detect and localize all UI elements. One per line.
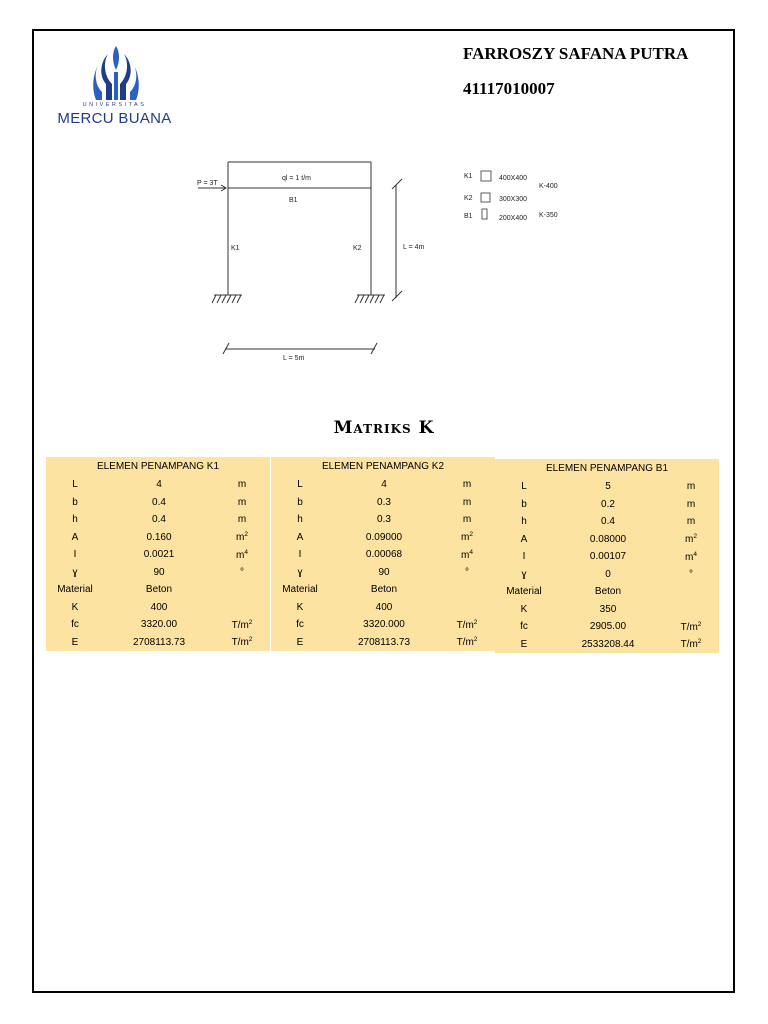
table-row [271, 581, 495, 599]
section-legend [458, 165, 578, 225]
param-value: Beton [594, 586, 622, 598]
table-row [271, 616, 495, 634]
table-row [271, 494, 495, 512]
param-label: K [520, 603, 528, 615]
param-label: L [297, 479, 303, 491]
param-label: A [520, 533, 528, 545]
param-label: L [72, 479, 78, 491]
param-label: ɣ [72, 566, 78, 578]
unit-exponent: 4 [693, 550, 697, 558]
unit-text: m [686, 516, 696, 528]
param-label: h [72, 514, 78, 526]
table-row [495, 618, 719, 636]
param-value: 400 [375, 601, 393, 613]
table-heading: ELEMEN PENAMPANG B1 [545, 463, 669, 474]
param-unit [214, 511, 270, 529]
param-value: 0.0021 [143, 549, 175, 561]
param-unit [439, 581, 495, 599]
param-value: 2905.00 [589, 621, 627, 633]
unit-text: T/m [231, 619, 249, 631]
param-unit [663, 478, 719, 496]
param-label: h [297, 514, 303, 526]
param-label: ɣ [297, 566, 303, 578]
param-label: I [298, 549, 302, 561]
param-value: 0.160 [146, 531, 172, 543]
param-unit [214, 546, 270, 564]
param-label: Material [282, 584, 318, 596]
param-unit [439, 599, 495, 617]
table-row [495, 478, 719, 496]
mercu-buana-emblem-icon [92, 44, 140, 102]
unit-text: m [237, 496, 247, 508]
param-unit [663, 618, 719, 636]
param-value: 0.4 [152, 514, 166, 526]
legend-code-k2: K2 [464, 195, 473, 202]
param-unit [663, 636, 719, 654]
unit-exponent: 2 [693, 533, 697, 541]
legend-size-k1: 400X400 [499, 175, 528, 182]
param-unit [214, 476, 270, 494]
param-value: 4 [156, 479, 162, 491]
param-label: b [521, 498, 527, 510]
unit-text: m [686, 498, 696, 510]
param-unit [439, 529, 495, 547]
rect-section-icon [482, 209, 487, 219]
table-row [271, 564, 495, 582]
param-label: E [296, 636, 304, 648]
param-unit [663, 548, 719, 566]
param-value: 90 [378, 566, 390, 578]
param-value: 0.2 [601, 498, 615, 510]
unit-exponent: 4 [469, 548, 473, 556]
param-label: fc [71, 619, 79, 631]
table-row [46, 616, 270, 634]
param-value: 0.00107 [589, 551, 627, 563]
param-unit [663, 583, 719, 601]
unit-exponent: 2 [244, 531, 248, 539]
unit-text: m [462, 496, 472, 508]
param-unit [439, 476, 495, 494]
param-unit [214, 599, 270, 617]
unit-exponent: 2 [248, 636, 253, 644]
param-unit [439, 564, 495, 582]
param-label: L [521, 481, 527, 493]
unit-text: m [461, 549, 470, 561]
param-unit [439, 511, 495, 529]
param-unit [214, 564, 270, 582]
unit-text: ° [465, 566, 469, 578]
unit-text: ° [240, 566, 244, 578]
table-row [46, 494, 270, 512]
unit-text: m [686, 481, 696, 493]
distributed-load-label: ql = 1 t/m [282, 175, 311, 182]
table-row [46, 476, 270, 494]
table-row [495, 636, 719, 654]
table-row [495, 548, 719, 566]
param-unit [663, 513, 719, 531]
param-label: E [71, 636, 79, 648]
unit-exponent: 4 [244, 548, 248, 556]
table-b1 [495, 459, 719, 653]
param-label: E [520, 638, 528, 650]
table-row [271, 546, 495, 564]
unit-exponent: 2 [473, 636, 478, 644]
param-unit [214, 634, 270, 652]
section-title: Matriks K [333, 418, 435, 438]
unit-text: T/m [456, 637, 474, 649]
logo-university-name: MERCU BUANA [57, 110, 172, 127]
unit-text: T/m [680, 621, 698, 633]
param-label: Material [57, 584, 93, 596]
legend-grade-k350: K-350 [539, 212, 558, 219]
table-row [271, 476, 495, 494]
unit-text: m [236, 532, 245, 544]
param-unit [663, 531, 719, 549]
param-label: Material [506, 586, 542, 598]
table-row [495, 513, 719, 531]
table-row [46, 634, 270, 652]
param-value: 350 [599, 603, 617, 615]
unit-text: m [236, 549, 245, 561]
param-value: 0.4 [152, 496, 166, 508]
legend-size-k2: 300X300 [499, 196, 528, 203]
unit-exponent: 2 [248, 618, 253, 626]
portal-frame-diagram [190, 155, 440, 367]
legend-code-k1: K1 [464, 173, 473, 180]
param-value: 4 [381, 479, 387, 491]
table-row [46, 581, 270, 599]
student-name: FARROSZY SAFANA PUTRA [463, 44, 689, 63]
point-load-label: P = 3T [197, 180, 218, 187]
param-unit [439, 616, 495, 634]
param-unit [214, 494, 270, 512]
param-value: 0.3 [377, 496, 391, 508]
right-column-label: K2 [353, 245, 362, 252]
left-fixed-support-icon [212, 295, 241, 303]
param-value: 0 [605, 568, 611, 580]
param-label: ɣ [521, 568, 527, 580]
table-heading: ELEMEN PENAMPANG K1 [96, 461, 220, 472]
param-label: I [522, 551, 526, 563]
legend-size-b1: 200X400 [499, 215, 528, 222]
table-row [271, 634, 495, 652]
param-label: K [296, 601, 304, 613]
param-value: 0.00068 [365, 549, 403, 561]
table-row [46, 546, 270, 564]
param-unit [663, 496, 719, 514]
table-row [46, 599, 270, 617]
param-value: 0.09000 [365, 531, 403, 543]
left-column-label: K1 [231, 245, 240, 252]
table-row [271, 529, 495, 547]
span-label: L = 5m [283, 355, 305, 362]
unit-text: m [461, 532, 470, 544]
legend-code-b1: B1 [464, 213, 473, 220]
table-k2 [271, 457, 495, 651]
param-label: A [296, 531, 304, 543]
unit-text: m [685, 551, 694, 563]
param-value: 3320.000 [363, 619, 405, 631]
param-unit [214, 529, 270, 547]
unit-text: m [237, 514, 247, 526]
param-unit [663, 566, 719, 584]
student-id: 41117010007 [463, 79, 555, 98]
table-heading: ELEMEN PENAMPANG K2 [321, 461, 445, 472]
param-label: I [73, 549, 77, 561]
param-value: 0.3 [377, 514, 391, 526]
beam-label: B1 [289, 197, 298, 204]
param-label: A [71, 531, 79, 543]
param-label: b [297, 496, 303, 508]
param-value: 5 [605, 481, 611, 493]
unit-text: T/m [231, 637, 249, 649]
param-value: 400 [150, 601, 168, 613]
param-unit [439, 634, 495, 652]
university-logo [52, 44, 177, 132]
table-row [46, 564, 270, 582]
param-value: 3320.00 [140, 619, 178, 631]
param-label: fc [520, 621, 528, 633]
unit-text: T/m [680, 639, 698, 651]
table-row [46, 529, 270, 547]
right-fixed-support-icon [355, 295, 384, 303]
unit-exponent: 2 [697, 620, 702, 628]
unit-text: m [462, 514, 472, 526]
unit-text: m [237, 479, 247, 491]
unit-text: T/m [456, 619, 474, 631]
table-row [495, 566, 719, 584]
param-unit [439, 546, 495, 564]
param-value: Beton [145, 584, 173, 596]
table-row [495, 601, 719, 619]
param-value: 2708113.73 [132, 636, 186, 648]
param-value: 90 [153, 566, 165, 578]
table-row [46, 511, 270, 529]
square-section-icon [481, 193, 490, 202]
square-section-icon [481, 171, 491, 181]
table-row [271, 599, 495, 617]
param-value: Beton [370, 584, 398, 596]
param-value: 2533208.44 [581, 638, 635, 650]
param-label: h [521, 516, 527, 528]
unit-exponent: 2 [697, 638, 702, 646]
param-value: 2708113.73 [357, 636, 411, 648]
logo-university-label: UNIVERSITAS [82, 102, 147, 108]
height-label: L = 4m [403, 244, 425, 251]
param-label: b [72, 496, 78, 508]
table-row [495, 583, 719, 601]
param-unit [439, 494, 495, 512]
unit-text: m [685, 534, 694, 546]
table-row [495, 496, 719, 514]
table-row [495, 531, 719, 549]
unit-text: m [462, 479, 472, 491]
param-label: K [71, 601, 79, 613]
param-unit [214, 616, 270, 634]
param-label: fc [296, 619, 304, 631]
unit-exponent: 2 [469, 531, 473, 539]
param-unit [663, 601, 719, 619]
legend-grade-k400: K-400 [539, 183, 558, 190]
param-value: 0.08000 [589, 533, 627, 545]
table-k1 [46, 457, 270, 651]
table-row [271, 511, 495, 529]
param-unit [214, 581, 270, 599]
param-value: 0.4 [601, 516, 615, 528]
unit-exponent: 2 [473, 618, 478, 626]
unit-text: ° [689, 568, 693, 580]
